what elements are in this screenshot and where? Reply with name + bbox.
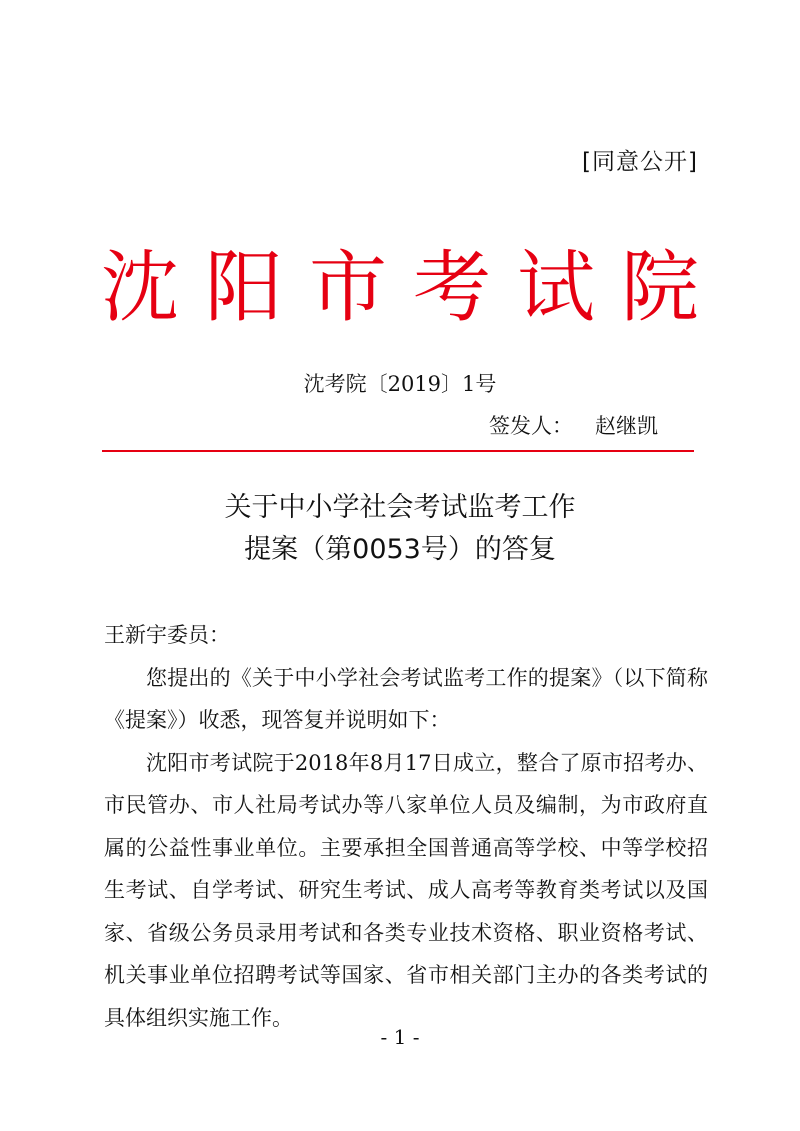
document-number: 沈考院〔2019〕1号 [303, 372, 497, 396]
disclosure-tag: [同意公开] [582, 149, 698, 175]
signer-name: 赵继凯 [595, 414, 658, 438]
body-paragraph-2: 沈阳市考试院于2018年8月17日成立，整合了原市招考办、市民管办、市人社局考试办等八家单位人员及编制，为市政府直属的公益性事业单位。主要承担全国普通高等学校、中等学校招生考试、自学考试、研究生考试、成人高考等教育类考试以及国家、省级公务员录用考试和各类专业技术资格、职业资格考试、机关事业单位招聘考试等国家、省市相关部门主办的各类考试的具体组织实施工作。 [104, 750, 708, 1030]
red-divider-line [102, 450, 694, 452]
document-body [104, 614, 708, 1039]
page-number: - 1 - [380, 1025, 420, 1049]
body-paragraph-1: 您提出的《关于中小学社会考试监考工作的提案》（以下简称《提案》）收悉，现答复并说明如下： [104, 665, 708, 732]
salutation: 王新宇委员： [104, 623, 230, 647]
signer-label: 签发人： [489, 414, 573, 438]
signer-line [489, 410, 658, 440]
document-subject [0, 487, 800, 571]
subject-line-2: 提案（第0053号）的答复 [244, 534, 556, 565]
issuer-red-header: 沈阳市考试院 [100, 243, 725, 333]
subject-line-1: 关于中小学社会考试监考工作 [224, 492, 576, 523]
